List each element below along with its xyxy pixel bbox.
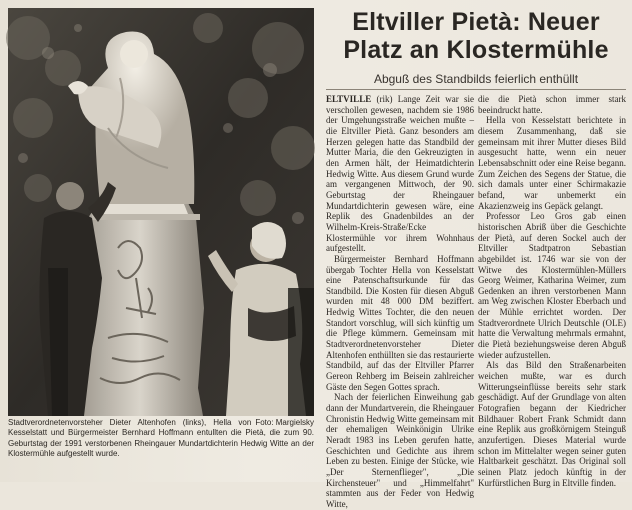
article-paragraph: Hella von Kesselstatt berichtete in diesem Zusammenhang, daß sie gemeinsam mit ihrer Mutter dieses Bild ausgesucht hatte, wenn ein neuer Lebensabschnitt oder eine Reise begann. Zum Zeichen des Segens der Statue, die sich damals unter einer Schirmakazie befand, war unbemerkt ein Akazienzweig ins Gepäck gelangt.: [478, 115, 626, 211]
subheadline: Abguß des Standbilds feierlich enthüllt: [373, 72, 579, 86]
article-paragraph: Nach der feierlichen Einweihung gab dann der Mundartverein, die Rheingauer Chronistin Hedwig Witte gemeinsam mit der ehemaligen Weinkönigin Ulrike Neradt 1983 ins Leben gerufen hatte, Geschichten und Gedichte aus ihrem Leben zu besten. Einige der Stücke, wie „Der Sternenflieger", „Die Kirchensteuer" und „Himmelfahrt" stammten aus der Feder von Hedwig Witte,: [326, 392, 474, 509]
article-paragraph: die die Pietà schon immer stark beeindruckt hatte.: [478, 94, 626, 115]
headline: [326, 8, 626, 64]
article-paragraph: Professor Leo Gros gab einen historischen Abriß über die Geschichte der Pietà, auf deren Sockel auch der Eltviller Stadtpatron Sebastian abgebildet ist. 1746 war sie von der Witwe des Klostermühlen-Müllers Georg Weimer, Katharina Weimer, zum Gedenken an ihren verstorbenen Mann am Weg zwischen Kloster Eberbach und der Mühle errichtet worden. Der Stadtverordnete Ulrich Deutschle (OLE) hatte die Verwaltung mehrmals ermahnt, die Pietà beziehungsweise deren Abguß wieder aufzustellen.: [478, 211, 626, 360]
headline-line-2: Platz an Klostermühle: [343, 36, 609, 64]
article-column-2: [478, 94, 626, 488]
article-paragraph: Als das Bild den Straßenarbeiten weichen mußte, war es durch Witterungseinflüsse bereits sehr stark geschädigt. Auf der Grundlage von alten Fotografien begann der Kiedricher Bildhauer Robert Frank Schmidt dann eine Replik aus großkörnigem Steinguß anzufertigen. Dieses Material wurde schon im Mittelalter wegen seiner guten Haltbarkeit geschätzt. Das Original soll seinen Platz jedoch künftig in der Kurfürstlichen Burg in Eltville finden.: [478, 360, 626, 488]
caption-text: Stadtverordnetenvorsteher Dieter Altenhofen (links), Hella von Kesselstatt und Bürgermeister Bernhard Hoffmann entullten die Pietà, die zum 90. Geburtstag der 1991 verstorbenen Rheingauer Mundartdichterin Hedwig Witte an der Klostermühle aufgestellt wurde.: [8, 418, 314, 459]
article-column-1: [326, 94, 474, 509]
dateline: ELTVILLE: [326, 94, 372, 104]
article-paragraph: Bürgermeister Bernhard Hoffmann übergab Tochter Hella von Kesselstatt eine Patenschaftsurkunde für das Standbild. Die Kosten für diesen Abguß wurden mit 48 000 DM beziffert. Hedwig Wittes Tochter, die den neuen Standort vorschlug, will sich künftig um die Pflege kümmern. Gemeinsam mit Stadtverordnetenvorsteher Dieter Altenhofen enthüllten sie das restaurierte Standbild, auf das der Eltviller Pfarrer Gereon Rehberg im Beisein zahlreicher Gäste den Segen Gottes sprach.: [326, 253, 474, 392]
headline-line-1: Eltviller Pietà: Neuer: [352, 8, 600, 36]
photo-credit: Foto: Margielsky: [255, 418, 314, 427]
pieta-photo-illustration: [8, 8, 314, 416]
photo-caption: [8, 418, 314, 460]
news-photo: [8, 8, 314, 416]
article-paragraph: ELTVILLE (rik) Lange Zeit war sie verschollen gewesen, nachdem sie 1986 der Umgehungsstraße weichen mußte – die Eltviller Pietà. Ganz besonders am Herzen gelegen hatte das Standbild der Mutter Maria, die den Gekreuzigten in den Armen hält, der Heimatdichterin Hedwig Witte. Aus diesem Grund wurde am vergangenen Mittwoch, der 90. Geburtstag der Rheingauer Mundartdichterin gewesen wäre, eine Replik des Gnadenbildes an der Wilhelm-Kreis-Straße/Ecke Klostermühle vor ihrem Wohnhaus aufgestellt.: [326, 94, 474, 254]
headline-rule: [326, 89, 626, 90]
